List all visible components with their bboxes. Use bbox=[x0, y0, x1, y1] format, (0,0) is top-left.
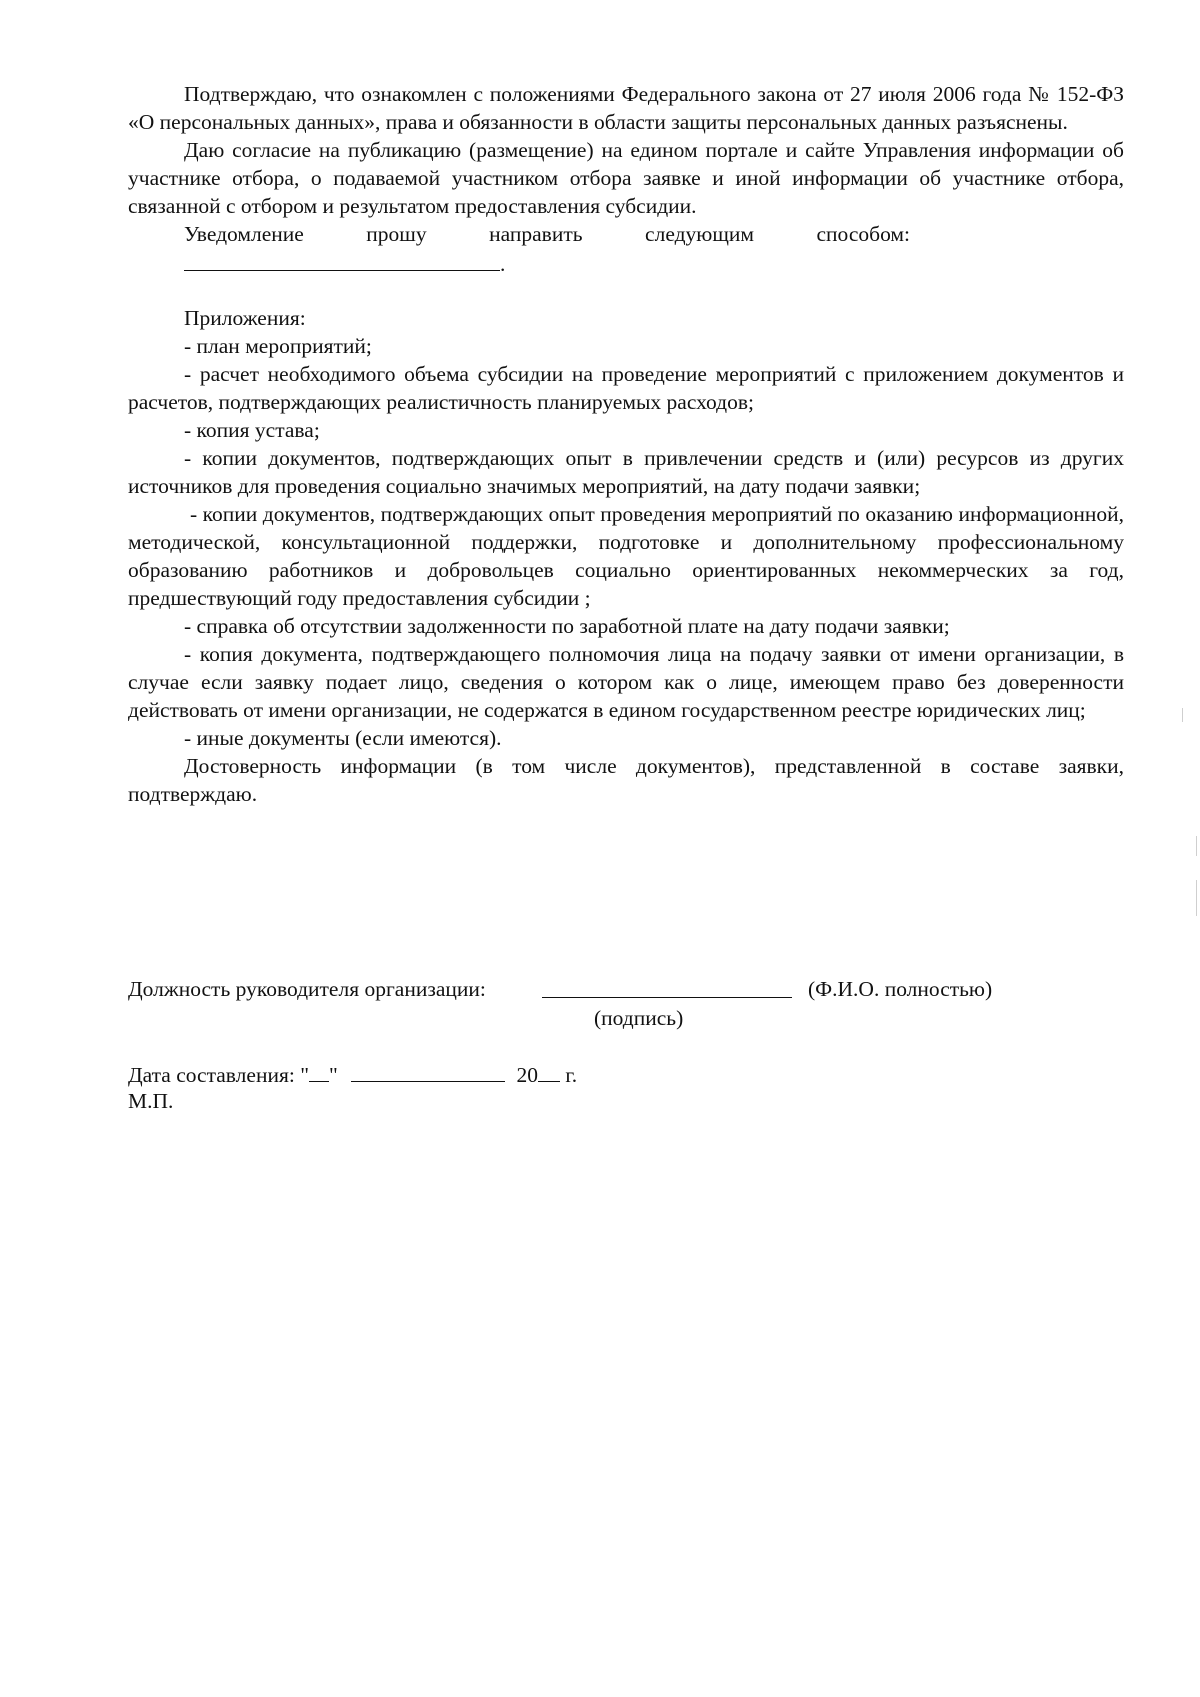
attachment-item: - расчет необходимого объема субсидии на проведение мероприятий с приложением документов и расчетов, подтверждающих реалистичность планируемых расходов; bbox=[128, 362, 1124, 414]
notification-word: Уведомление bbox=[184, 222, 304, 246]
spacer bbox=[128, 276, 1124, 304]
attachment-item: - копии документов, подтверждающих опыт в привлечении средств и (или) ресурсов из других источников для проведения социально значимых мероприятий, на дату подачи заявки; bbox=[128, 446, 1124, 498]
date-year-blank[interactable] bbox=[538, 1059, 560, 1082]
date-year-prefix: 20 bbox=[516, 1063, 538, 1087]
paragraph-reliability: Достоверность информации (в том числе документов), представленной в составе заявки, подтверждаю. bbox=[128, 754, 1124, 806]
position-label: Должность руководителя организации: bbox=[128, 977, 486, 1001]
attachment-item: - копии документов, подтверждающих опыт проведения мероприятий по оказанию информационной, методической, консультационной поддержки, подготовке и дополнительному профессиональному образованию работников и добровольцев социально ориентированных некоммерческих за год, предшествующий году предоставления субсидии ; bbox=[128, 502, 1124, 610]
date-label: Дата составления: " bbox=[128, 1063, 309, 1087]
paragraph-publication-consent: Даю согласие на публикацию (размещение) на едином портале и сайте Управления информации об участнике отбора, о подаваемой участником отбора заявке и иной информации об участнике отбора, связанной с отбором и результатом предоставления субсидии. bbox=[128, 138, 1124, 218]
attachment-item: - справка об отсутствии задолженности по заработной плате на дату подачи заявки; bbox=[184, 614, 950, 638]
notification-method-underline[interactable] bbox=[184, 248, 500, 271]
scan-artifact bbox=[1182, 708, 1183, 722]
notification-word: следующим bbox=[645, 222, 754, 246]
date-day-blank[interactable] bbox=[309, 1059, 329, 1082]
attachment-item: - копия устава; bbox=[184, 418, 320, 442]
date-month-blank[interactable] bbox=[351, 1059, 505, 1082]
body-text bbox=[128, 80, 1124, 808]
date-line bbox=[128, 1059, 577, 1089]
paragraph-consent-law: Подтверждаю, что ознакомлен с положениями Федерального закона от 27 июля 2006 года № 152-ФЗ «О персональных данных», права и обязанности в области защиты персональных данных разъяснены. bbox=[128, 82, 1124, 134]
notification-word: способом: bbox=[816, 222, 910, 246]
stamp-label: М.П. bbox=[128, 1089, 174, 1113]
notification-blank-end: . bbox=[500, 252, 506, 276]
date-year-suffix: г. bbox=[565, 1063, 578, 1087]
fio-label: (Ф.И.О. полностью) bbox=[808, 977, 993, 1001]
attachment-item: - иные документы (если имеются). bbox=[184, 726, 502, 750]
attachment-item: - план мероприятий; bbox=[184, 334, 372, 358]
notification-word: прошу bbox=[366, 222, 427, 246]
scan-artifact bbox=[1196, 836, 1197, 856]
date-quote-close: " bbox=[328, 1063, 338, 1087]
scan-artifact bbox=[1196, 880, 1197, 916]
signature-line[interactable] bbox=[542, 975, 792, 998]
signature-caption: (подпись) bbox=[594, 1006, 684, 1030]
notification-method-blank[interactable] bbox=[128, 248, 1124, 276]
notification-line bbox=[128, 220, 1124, 248]
attachments-heading: Приложения: bbox=[184, 306, 306, 330]
attachment-item: - копия документа, подтверждающего полномочия лица на подачу заявки от имени организации, в случае если заявку подает лицо, сведения о котором как о лице, имеющем право без доверенности действовать от имени организации, не содержатся в едином государственном реестре юридических лиц; bbox=[128, 642, 1124, 722]
notification-word: направить bbox=[489, 222, 583, 246]
